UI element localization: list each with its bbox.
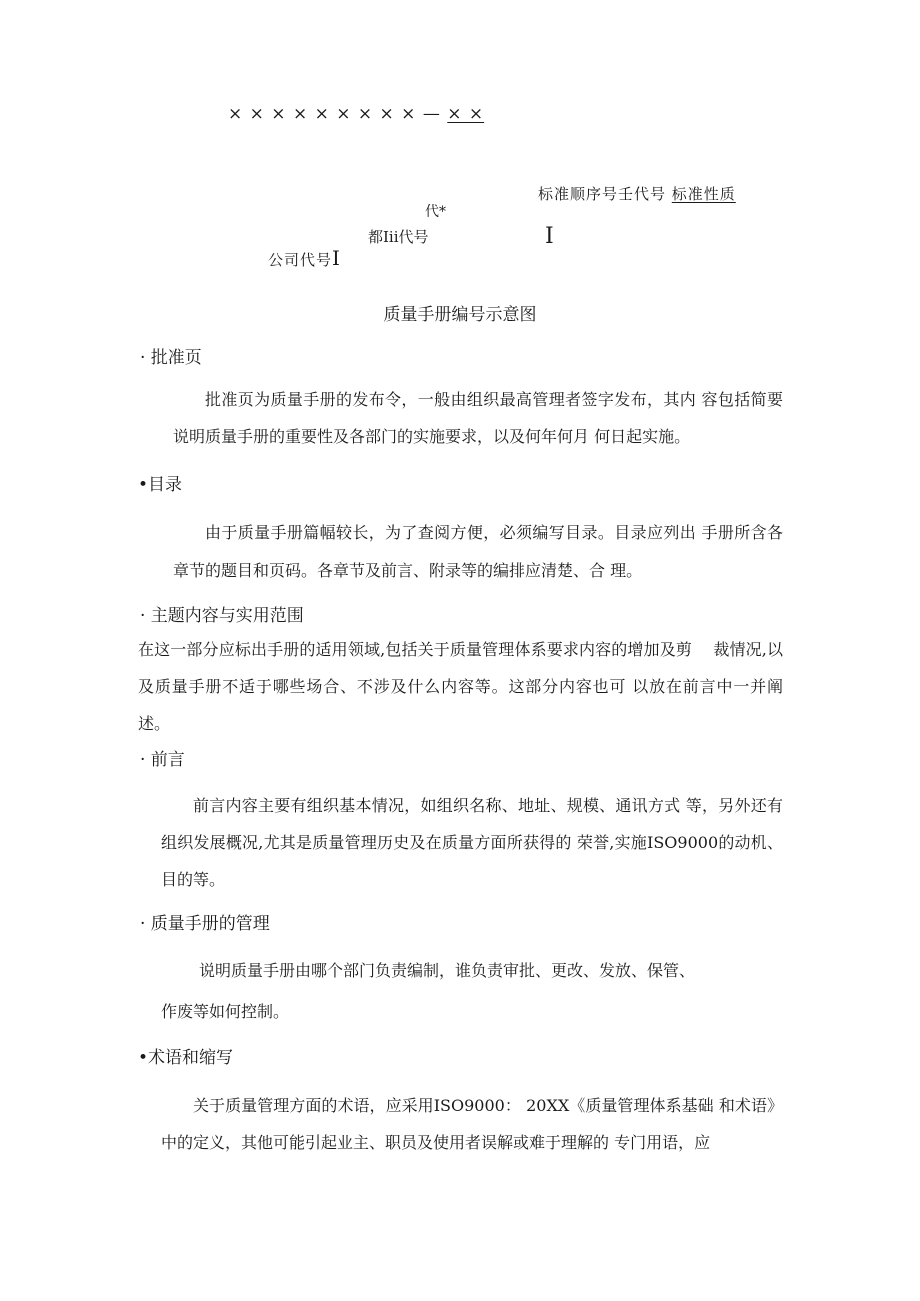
code-suffix: × × (447, 104, 485, 124)
code-format-line (228, 104, 484, 124)
section-heading-toc: •目录 (138, 475, 183, 495)
code-prefix: × × × × × × × × × — (228, 104, 448, 124)
diagram-caption: 质量手册编号示意图 (383, 305, 537, 325)
standard-label (538, 183, 736, 204)
section-body-approval: 批准页为质量手册的发布令，一般由组织最高管理者签字发布，其内 容包括简要说明质量手册的重要性及各部门的实施要求，以及何年何月 何日起实施。 (173, 390, 783, 446)
standard-nature-label: 标准性质 (671, 185, 736, 203)
section-body-scope: 在这一部分应标出手册的适用领域,包括关于质量管理体系要求内容的增加及剪 裁情况,以及质量手册不适于哪些场合、不涉及什么内容等。这部分内容也可 以放在前言中一并阐述。 (138, 640, 783, 733)
section-body-management-line2: 作废等如何控制。 (161, 1002, 290, 1021)
dai-label: 代* (425, 204, 446, 220)
section-body-management-line1: 说明质量手册由哪个部门负责编制，谁负责审批、更改、发放、保管、 (199, 961, 696, 980)
section-body-terms: 关于质量管理方面的术语，应采用ISO9000： 20XX《质量管理体系基础 和术语》中的定义，其他可能引起业主、职员及使用者误解或难于理解的 专门用语，应 (161, 1096, 783, 1152)
section-heading-preface: · 前言 (140, 750, 185, 770)
company-label-text: 公司代号 (268, 251, 333, 269)
section-heading-scope: · 主题内容与实用范围 (140, 606, 304, 626)
section-heading-management: · 质量手册的管理 (140, 914, 270, 934)
standard-seq-label: 标准顺序号壬代号 (538, 185, 672, 203)
company-code-label (268, 246, 341, 270)
bar-mark: I (545, 224, 554, 249)
dept-code-label: 都Iii代号 (368, 228, 429, 246)
company-mark: I (332, 246, 341, 270)
section-body-preface: 前言内容主要有组织基本情况，如组织名称、地址、规模、通讯方式 等，另外还有组织发展概况,尤其是质量管理历史及在质量方面所获得的 荣誉,实施ISO9000的动机、目的等。 (161, 796, 783, 889)
section-heading-terms: •术语和缩写 (138, 1048, 234, 1068)
section-body-toc: 由于质量手册篇幅较长，为了查阅方便，必须编写目录。目录应列出 手册所含各章节的题目和页码。各章节及前言、附录等的编排应清楚、合 理。 (173, 523, 783, 580)
section-heading-approval: · 批准页 (140, 348, 202, 368)
